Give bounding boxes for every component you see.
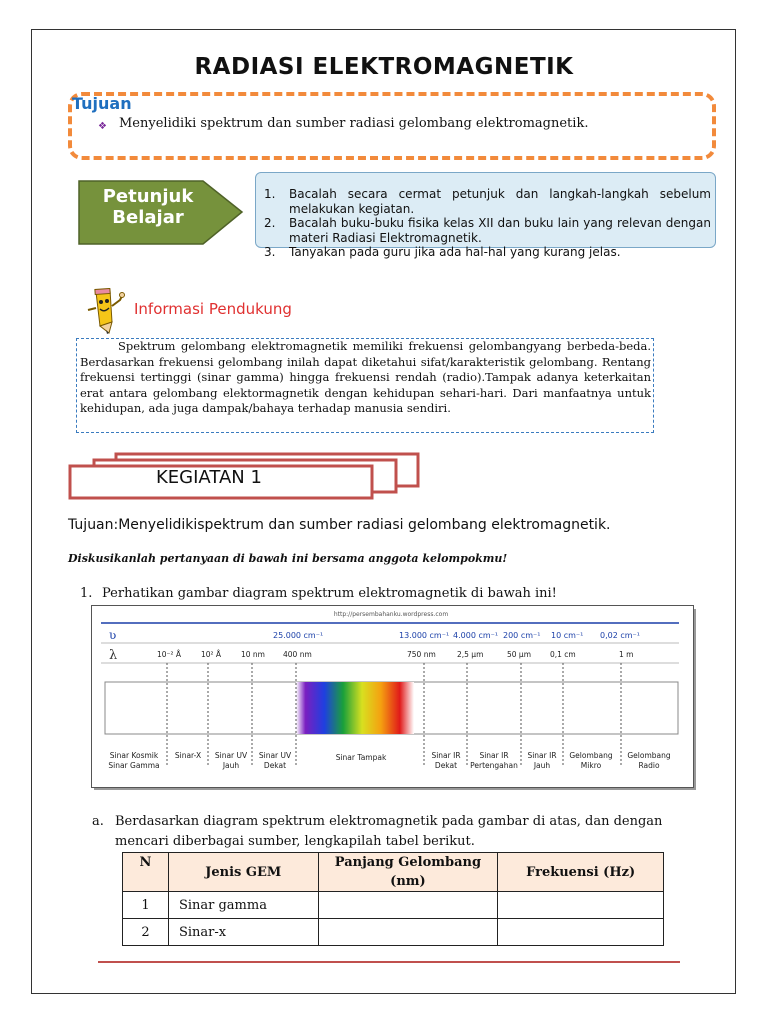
lambda-symbol: λ: [109, 648, 118, 663]
table-cell: 1: [123, 892, 169, 919]
petunjuk-item-text: Bacalah secara cermat petunjuk dan langkah-langkah sebelum melakukan kegiatan.: [289, 187, 711, 216]
wavelength-label: 50 µm: [507, 650, 532, 659]
region-label: Sinar UV: [214, 751, 248, 760]
region-label: Gelombang: [627, 751, 671, 760]
table-cell: Sinar-x: [168, 919, 318, 946]
table-cell: Sinar gamma: [168, 892, 318, 919]
question-a: [92, 812, 720, 852]
region-label: Sinar IR: [479, 751, 509, 760]
table-row: [123, 892, 664, 919]
region-label: Sinar IR: [431, 751, 461, 760]
freq-label: 4.000 cm⁻¹: [453, 631, 499, 640]
region-label: Sinar Tampak: [335, 753, 387, 762]
table-row: [123, 919, 664, 946]
wavelength-label: 10² Å: [201, 650, 222, 659]
region-label: Sinar Kosmik: [109, 751, 159, 760]
region-label: Sinar Gamma: [108, 761, 160, 770]
table-header: Jenis GEM: [168, 853, 318, 892]
kegiatan-label: KEGIATAN 1: [156, 467, 262, 488]
question-1-num: 1.: [80, 586, 93, 601]
visible-spectrum-band: [296, 682, 414, 734]
bullet-icon: ❖: [98, 121, 107, 132]
table-cell-input[interactable]: [498, 892, 664, 919]
info-title: Informasi Pendukung: [134, 300, 292, 318]
wavelength-label: 10⁻² Å: [157, 650, 182, 659]
table-header: Frekuensi (Hz): [498, 853, 664, 892]
freq-label: 13.000 cm⁻¹: [399, 631, 450, 640]
question-1: [80, 586, 557, 601]
kegiatan-tujuan: Tujuan:Menyelidikispektrum dan sumber radiasi gelombang elektromagnetik.: [68, 517, 611, 533]
region-label: Gelombang: [569, 751, 613, 760]
table-cell-input[interactable]: [318, 919, 498, 946]
petunjuk-item-text: Tanyakan pada guru jika ada hal-hal yang kurang jelas.: [289, 245, 621, 259]
table-header: N: [123, 853, 169, 892]
wavelength-label: 10 nm: [241, 650, 265, 659]
region-label: Dekat: [263, 761, 287, 770]
nu-symbol: ʋ: [109, 628, 117, 642]
diskusi-instruction: Diskusikanlah pertanyaan di bawah ini bersama anggota kelompokmu!: [68, 552, 508, 565]
freq-label: 10 cm⁻¹: [551, 631, 584, 640]
region-label: Sinar-X: [174, 751, 202, 760]
region-label: Pertengahan: [470, 761, 518, 770]
petunjuk-item: [264, 245, 711, 260]
petunjuk-item-num: 2.: [264, 216, 276, 230]
table-cell-input[interactable]: [318, 892, 498, 919]
region-label: Radio: [638, 761, 660, 770]
question-a-text: Berdasarkan diagram spektrum elektromagnetik pada gambar di atas, dan dengan mencari diberbagai sumber, lengkapilah tabel berikut.: [115, 814, 663, 849]
tujuan-text: Menyelidiki spektrum dan sumber radiasi gelombang elektromagnetik.: [119, 116, 589, 131]
region-label: Sinar IR: [527, 751, 557, 760]
petunjuk-item-num: 1.: [264, 187, 276, 201]
wavelength-label: 1 m: [619, 650, 634, 659]
freq-label: 200 cm⁻¹: [503, 631, 541, 640]
petunjuk-list: [264, 187, 711, 260]
gem-table: [122, 852, 664, 946]
region-label: Mikro: [580, 761, 602, 770]
question-a-num: a.: [92, 814, 104, 829]
region-label: Jauh: [222, 761, 240, 770]
petunjuk-item: [264, 216, 711, 245]
region-label: Jauh: [533, 761, 551, 770]
page-title: RADIASI ELEKTROMAGNETIK: [194, 54, 574, 80]
petunjuk-label: [78, 186, 218, 228]
wavelength-label: 2,5 µm: [457, 650, 484, 659]
petunjuk-item-num: 3.: [264, 245, 276, 259]
petunjuk-item-text: Bacalah buku-buku fisika kelas XII dan buku lain yang relevan dengan materi Radiasi Elektromagnetik.: [289, 216, 711, 245]
table-cell: 2: [123, 919, 169, 946]
petunjuk-label-line2: Belajar: [112, 207, 184, 228]
wavelength-label: 0,1 cm: [550, 650, 576, 659]
spectrum-url: http://persembahanku.wordpress.com: [333, 611, 449, 618]
freq-label: 0,02 cm⁻¹: [600, 631, 640, 640]
table-header-row: [123, 853, 664, 892]
table-header: Panjang Gelombang (nm): [318, 853, 498, 892]
pencil-mascot-icon: [82, 288, 126, 336]
wavelength-label: 400 nm: [283, 650, 312, 659]
region-label: Sinar UV: [258, 751, 292, 760]
petunjuk-item: [264, 187, 711, 216]
spectrum-diagram: [91, 605, 696, 791]
region-label: Dekat: [434, 761, 458, 770]
tujuan-label: Tujuan: [72, 94, 132, 113]
petunjuk-label-line1: Petunjuk: [102, 186, 194, 207]
table-cell-input[interactable]: [498, 919, 664, 946]
info-text: Spektrum gelombang elektromagnetik memiliki frekuensi gelombangyang berbeda-beda. Berdasarkan frekuensi gelombang inilah dapat diketahui sifat/karakteristik gelombang. Rentang frekuensi tertinggi (sinar gamma) hingga frekuensi rendah (radio).Tampak adanya keterkaitan erat antara gelombang elektormagnetik dengan kehidupan sehari-hari. Dari manfaatnya untuk kehidupan, ada juga dampak/bahaya terhadap manusia sendiri.: [80, 339, 651, 416]
wavelength-label: 750 nm: [407, 650, 436, 659]
freq-label: 25.000 cm⁻¹: [273, 631, 324, 640]
question-1-text: Perhatikan gambar diagram spektrum elektromagnetik di bawah ini!: [102, 586, 557, 601]
bottom-divider: [98, 961, 680, 963]
